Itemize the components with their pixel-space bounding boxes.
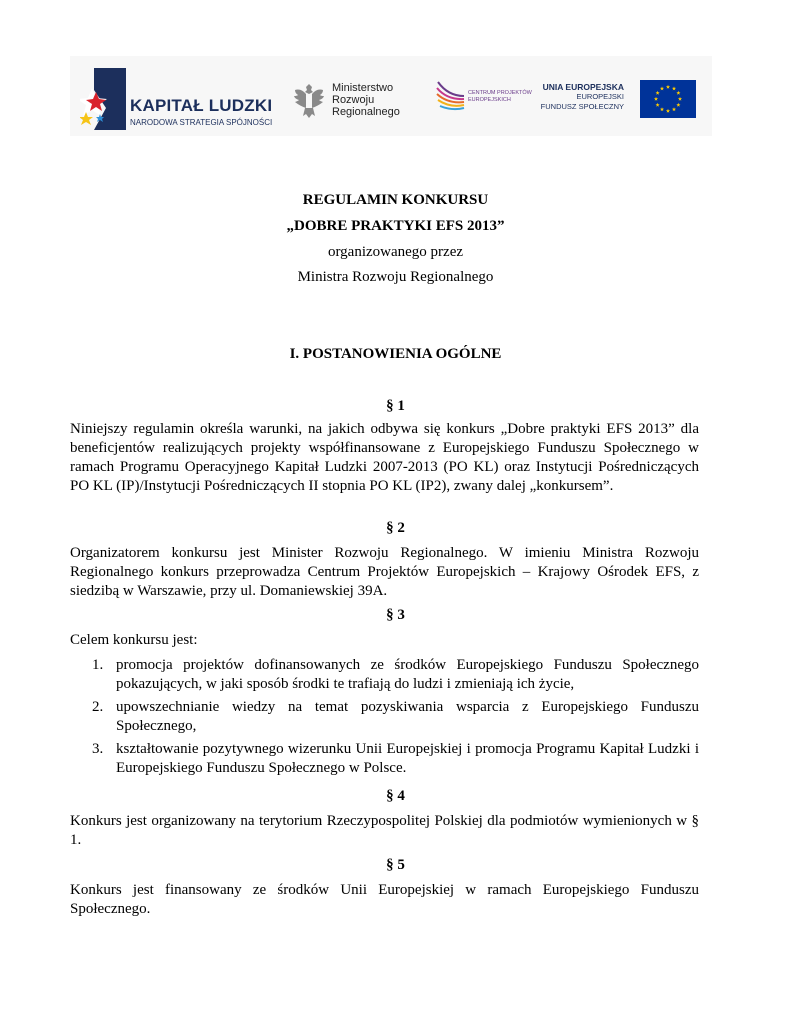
list-item-number: 1. — [92, 657, 104, 673]
paragraph-1-heading: § 1 — [386, 398, 405, 414]
paragraph-2-heading: § 2 — [386, 520, 405, 536]
eu-line2: EUROPEJSKI — [576, 92, 624, 101]
ministry-line2: Rozwoju — [332, 94, 375, 106]
paragraph-1-text: Niniejszy regulamin określa warunki, na jakich odbywa się konkurs „Dobre praktyki EFS 2013” dla beneficjentów realizujących projekty współfinansowane z Europejskiego Funduszu Społecznego w ramach Programu Operacyjnego Kapitał Ludzki 2007-2013 (PO KL) oraz Instytucji Pośredniczących PO KL (IP)/Instytucji Pośredniczących II stopnia PO KL (IP2), zwany dalej „konkursem”. — [70, 421, 699, 494]
eu-flag-icon — [640, 80, 696, 118]
eu-logo — [540, 78, 710, 120]
list-item-text: upowszechnianie wiedzy na temat pozyskiwania wsparcia z Europejskiego Funduszu Społecznego, — [116, 699, 699, 734]
ministry-name — [332, 82, 400, 118]
eu-line1: UNIA EUROPEJSKA — [542, 82, 624, 92]
list-item-text: kształtowanie pozytywnego wizerunku Unii Europejskiej i promocja Programu Kapitał Ludzki i Europejskiego Funduszu Społecznego w Polsce. — [116, 741, 699, 776]
cpe-swoosh-icon — [434, 78, 468, 118]
list-item — [70, 698, 699, 736]
list-item-number: 3. — [92, 741, 104, 757]
ministry-line3: Regionalnego — [332, 106, 400, 118]
kapital-ludzki-subtitle: NARODOWA STRATEGIA SPÓJNOŚCI — [130, 118, 273, 127]
list-item — [70, 656, 699, 694]
list-item-number: 2. — [92, 699, 104, 715]
list-item — [70, 740, 699, 778]
ministry-logo — [292, 76, 412, 126]
doc-organizer: Ministra Rozwoju Regionalnego — [297, 269, 494, 285]
paragraph-2-text: Organizatorem konkursu jest Minister Rozwoju Regionalnego. W imieniu Ministra Rozwoju Regionalnego konkurs przeprowadza Centrum Projektów Europejskich – Krajowy Ośrodek EFS, z siedzibą w Warszawie, przy ul. Domaniewskiej 39A. — [70, 545, 699, 599]
doc-subtitle: „DOBRE PRAKTYKI EFS 2013” — [286, 218, 505, 234]
eu-text — [541, 82, 624, 112]
paragraph-3-intro: Celem konkursu jest: — [70, 632, 198, 648]
logo-strip — [70, 56, 712, 136]
doc-title: REGULAMIN KONKURSU — [302, 192, 489, 208]
ministry-line1: Ministerstwo — [332, 82, 394, 94]
cpe-logo — [434, 78, 534, 118]
goals-list — [70, 656, 699, 782]
eu-line3: FUNDUSZ SPOŁECZNY — [540, 102, 624, 111]
paragraph-3-heading: § 3 — [386, 607, 405, 623]
polish-eagle-icon — [292, 80, 326, 120]
list-item-text: promocja projektów dofinansowanych ze środków Europejskiego Funduszu Społecznego pokazujących, w jaki sposób środki te trafiają do ludzi i zmieniają ich życie, — [116, 657, 699, 692]
paragraph-5-heading: § 5 — [386, 857, 405, 873]
paragraph-4-heading: § 4 — [386, 788, 405, 804]
cpe-name — [468, 90, 532, 104]
kapital-ludzki-star-icon — [80, 68, 128, 130]
section-heading: I. POSTANOWIENIA OGÓLNE — [289, 346, 502, 362]
cpe-line1: CENTRUM PROJEKTÓW — [468, 90, 532, 96]
kapital-ludzki-title: KAPITAŁ LUDZKI — [130, 96, 273, 115]
kapital-ludzki-logo — [80, 66, 273, 132]
paragraph-4-text: Konkurs jest organizowany na terytorium Rzeczypospolitej Polskiej dla podmiotów wymienionych w § 1. — [70, 813, 699, 848]
doc-organizer-intro: organizowanego przez — [327, 244, 464, 260]
paragraph-5-text: Konkurs jest finansowany ze środków Unii Europejskiej w ramach Europejskiego Funduszu Społecznego. — [70, 882, 699, 917]
cpe-line2: EUROPEJSKICH — [468, 97, 511, 103]
